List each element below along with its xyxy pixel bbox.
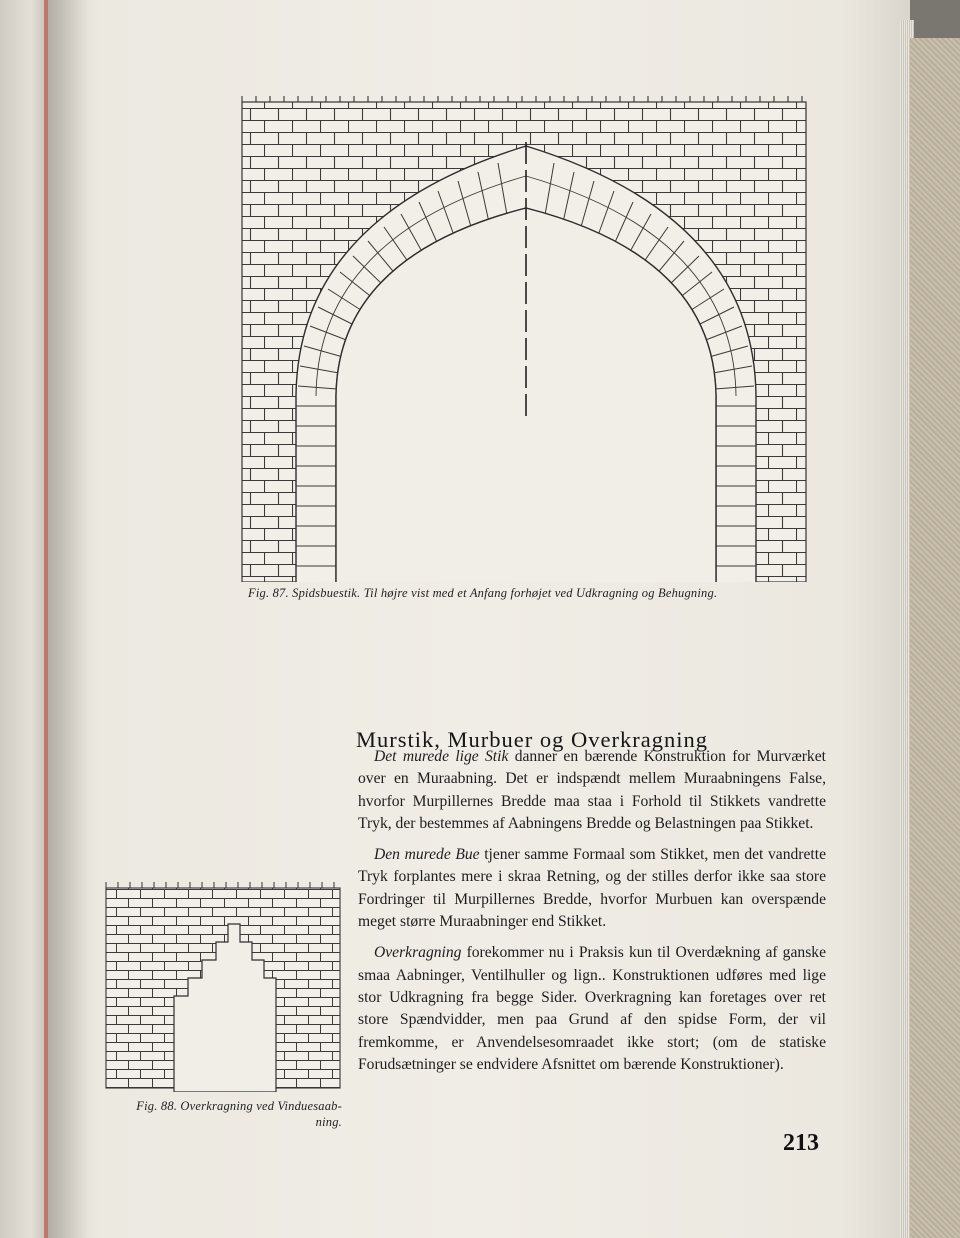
paragraph-text: forekommer nu i Praksis kun til Overdækning af ganske smaa Aabninger, Ventilhuller og lign.. Konstruktionen udføres med lige stor Udkragning fra begge Sider. Overkragning kan foretages over ret store Spændvidder, men paa Grund af den spidse Form, der vil fremkomme, er Anvendelsesomraadet ikke stort; (om de statiske Forudsætninger se endvidere Afsnittet om bærende Konstruktioner). — [358, 944, 826, 1073]
fig88-caption-line2: ning. — [315, 1115, 342, 1129]
paragraph-bue — [358, 844, 826, 933]
fig87-pointed-arch-drawing — [236, 96, 812, 582]
fig88-corbel-opening-drawing — [104, 880, 344, 1092]
fig88-caption — [116, 1098, 342, 1130]
paragraph-stik — [358, 746, 826, 835]
paragraph-overkragning — [358, 942, 826, 1076]
section-body — [358, 746, 826, 1085]
fig88-caption-line1: Fig. 88. Overkragning ved Vinduesaab- — [136, 1099, 342, 1113]
book-cover-cloth — [910, 38, 960, 1238]
page-number: 213 — [783, 1130, 819, 1156]
paragraph-lead: Den murede Bue — [374, 846, 480, 864]
paragraph-text: danner en bærende Konstruktion for Murværket over en Muraabning. Det er indspændt mellem Muraabningens False, hvorfor Murpillernes Bredde maa staa i Forhold til Stikkets vandrette Tryk, der bestemmes af Aabningens Bredde og Belastningen paa Stikket. — [358, 748, 826, 832]
paragraph-lead: Det murede lige Stik — [374, 748, 509, 765]
paragraph-text: tjener samme Formaal som Stikket, men det vandrette Tryk forplantes mere i skraa Retning, og der stilles derfor ikke saa store Fordringer til Murpillernes Bredde, hvorfor Murbuen kan overspænde meget større Muraabninger end Stikket. — [358, 846, 826, 931]
fig87-caption: Fig. 87. Spidsbuestik. Til højre vist med et Anfang forhøjet ved Udkragning og Behugning. — [248, 586, 718, 600]
section-heading: Murstik, Murbuer og Overkragning — [356, 726, 708, 752]
paragraph-lead: Overkragning — [374, 944, 462, 962]
gutter-shadow — [48, 0, 88, 1238]
